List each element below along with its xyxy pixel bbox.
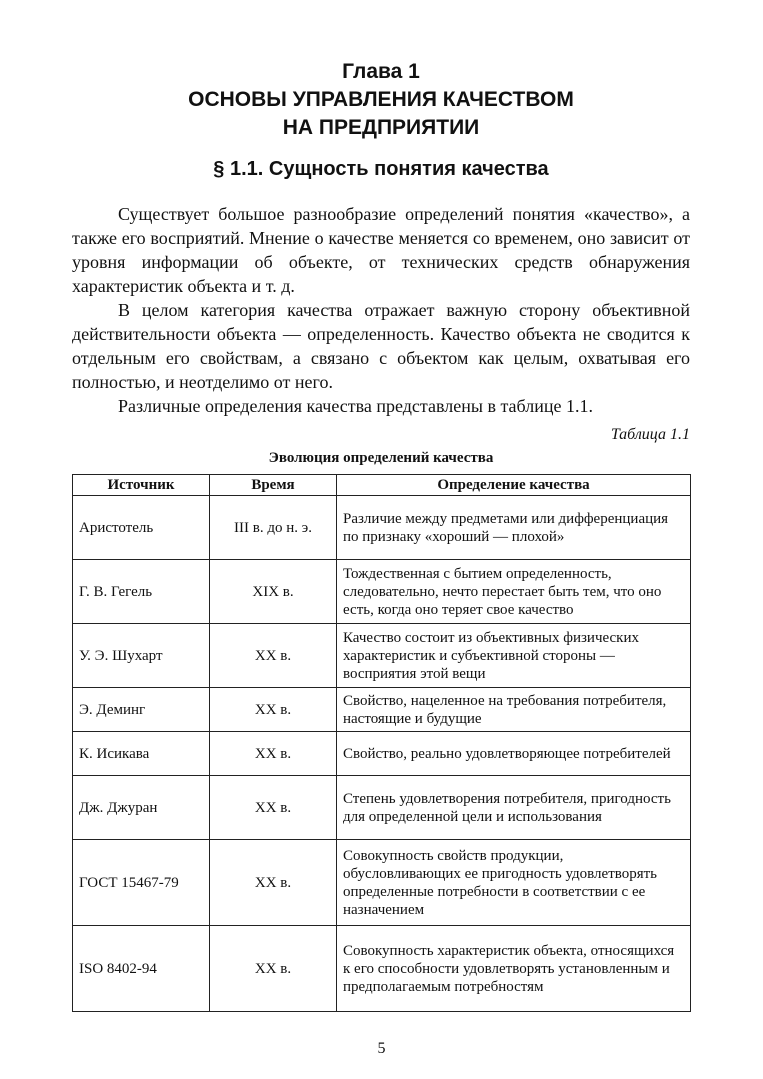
- cell-time: XIX в.: [210, 560, 337, 624]
- cell-time: XX в.: [210, 688, 337, 732]
- header-time: Время: [210, 475, 337, 496]
- cell-definition: Совокупность характеристик объекта, относящихся к его способности удовлетворять установленным и предполагаемым потребностям: [337, 926, 691, 1012]
- cell-definition: Тождественная с бытием определенность, следовательно, нечто перестает быть тем, что оно есть, когда оно теряет свое качество: [337, 560, 691, 624]
- table-row: [73, 732, 691, 776]
- table-row: [73, 926, 691, 1012]
- cell-source: Дж. Джуран: [73, 776, 210, 840]
- chapter-heading: [72, 58, 690, 142]
- cell-source: Аристотель: [73, 496, 210, 560]
- paragraph-2: В целом категория качества отражает важную сторону объективной действительности объекта — определенность. Качество объекта не сводится к отдельным его свойствам, а связано с объектом как целым, охватывая его полностью, и неотделимо от него.: [72, 300, 690, 392]
- cell-time: III в. до н. э.: [210, 496, 337, 560]
- cell-source: ISO 8402-94: [73, 926, 210, 1012]
- cell-definition: Свойство, нацеленное на требования потребителя, настоящие и будущие: [337, 688, 691, 732]
- table-row: [73, 688, 691, 732]
- table-header-row: [73, 475, 691, 496]
- cell-source: У. Э. Шухарт: [73, 624, 210, 688]
- cell-definition: Совокупность свойств продукции, обусловливающих ее пригодность удовлетворять определенные потребности в соответствии с ее назначением: [337, 840, 691, 926]
- chapter-title-line-1: ОСНОВЫ УПРАВЛЕНИЯ КАЧЕСТВОМ: [188, 88, 574, 111]
- paragraph-3: Различные определения качества представлены в таблице 1.1.: [118, 396, 593, 416]
- table-row: [73, 840, 691, 926]
- header-definition: Определение качества: [337, 475, 691, 496]
- cell-time: XX в.: [210, 624, 337, 688]
- table-row: [73, 776, 691, 840]
- header-source: Источник: [73, 475, 210, 496]
- cell-definition: Различие между предметами или дифференциация по признаку «хороший — плохой»: [337, 496, 691, 560]
- cell-source: Г. В. Гегель: [73, 560, 210, 624]
- cell-time: XX в.: [210, 840, 337, 926]
- cell-source: Э. Деминг: [73, 688, 210, 732]
- chapter-number: Глава 1: [342, 60, 420, 83]
- table-row: [73, 496, 691, 560]
- cell-time: XX в.: [210, 732, 337, 776]
- table-row: [73, 624, 691, 688]
- cell-time: XX в.: [210, 776, 337, 840]
- chapter-title-line-2: НА ПРЕДПРИЯТИИ: [282, 116, 480, 139]
- cell-definition: Качество состоит из объективных физических характеристик и субъективной стороны — восприятия этой вещи: [337, 624, 691, 688]
- cell-source: К. Исикава: [73, 732, 210, 776]
- cell-definition: Свойство, реально удовлетворяющее потребителей: [337, 732, 691, 776]
- cell-source: ГОСТ 15467-79: [73, 840, 210, 926]
- document-page: [72, 40, 690, 1012]
- definitions-table: [72, 474, 691, 1012]
- cell-time: XX в.: [210, 926, 337, 1012]
- table-caption: Таблица 1.1: [610, 426, 690, 443]
- cell-definition: Степень удовлетворения потребителя, пригодность для определенной цели и использования: [337, 776, 691, 840]
- paragraph-1: Существует большое разнообразие определений понятия «качество», а также его восприятий. Мнение о качестве меняется со временем, оно зависит от уровня информации об объекте, от технических средств обнаружения характеристик объекта и т. д.: [72, 204, 690, 296]
- section-title: § 1.1. Сущность понятия качества: [213, 158, 549, 180]
- table-title: Эволюция определений качества: [268, 450, 494, 466]
- table-row: [73, 560, 691, 624]
- page-number: 5: [377, 1040, 386, 1057]
